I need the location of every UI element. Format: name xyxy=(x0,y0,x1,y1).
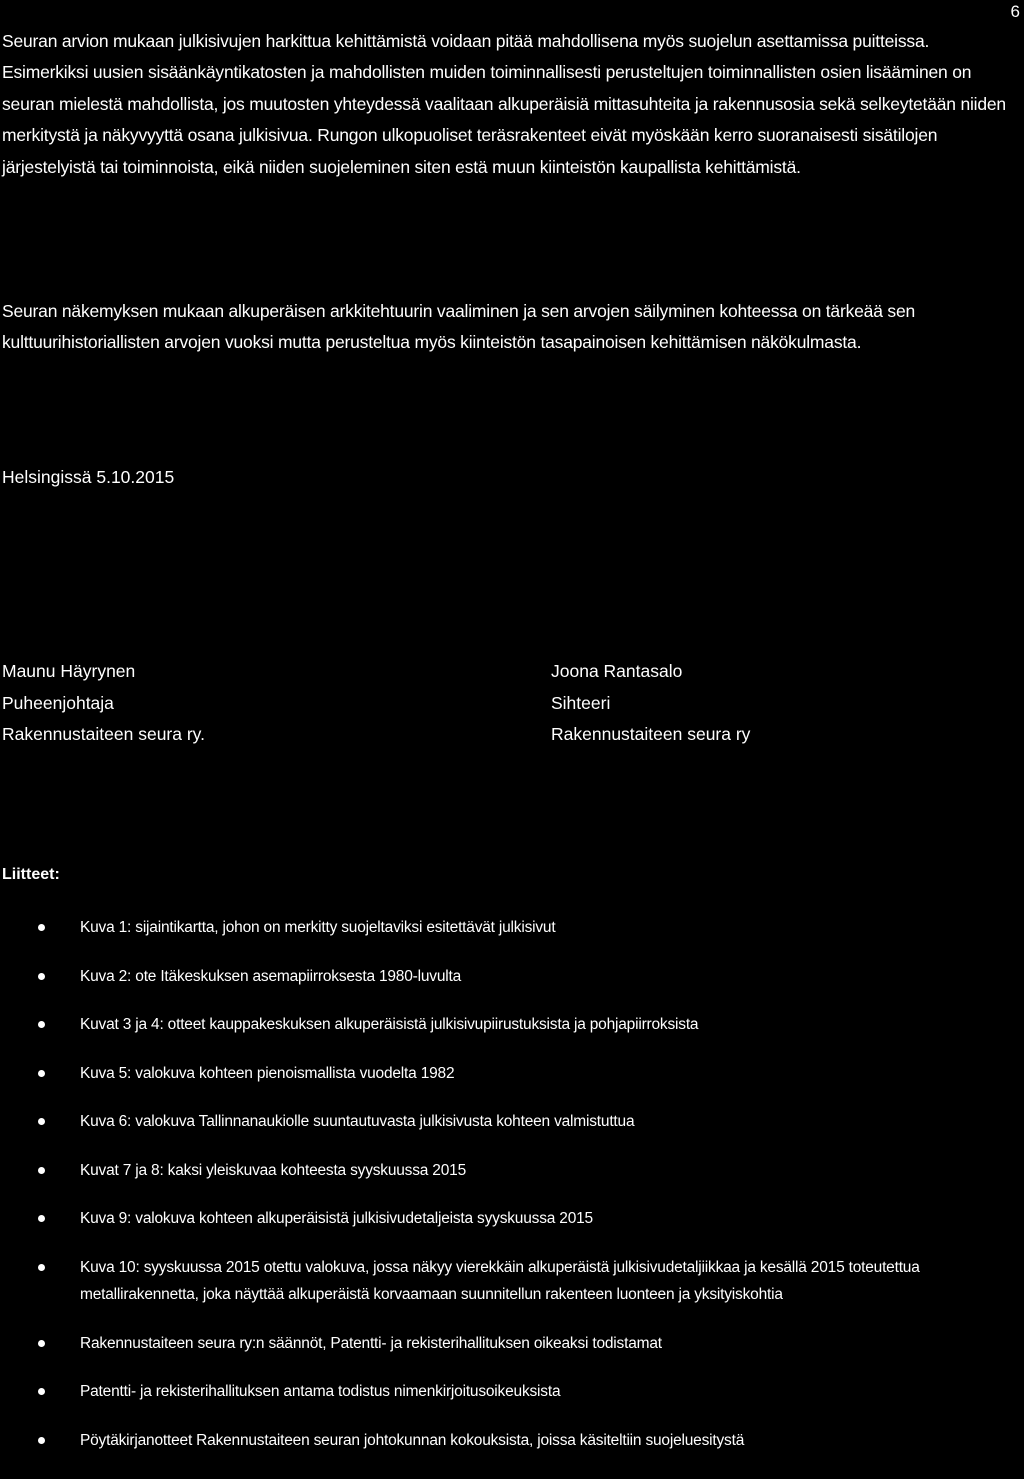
attachment-text: Pöytäkirjanotteet Rakennustaiteen seuran johtokunnan kokouksista, joissa käsiteltiin suojeluesitystä xyxy=(80,1431,745,1449)
list-item xyxy=(0,914,1024,942)
signatory-name: Joona Rantasalo xyxy=(551,661,683,681)
bullet-icon xyxy=(38,973,45,980)
bullet-icon xyxy=(38,1215,45,1222)
list-item xyxy=(0,1205,1024,1233)
bullet-icon xyxy=(38,1118,45,1125)
bullet-icon xyxy=(38,1264,45,1271)
attachments-heading: Liitteet: xyxy=(2,866,60,883)
page-number: 6 xyxy=(1010,2,1020,21)
attachment-text: Kuvat 3 ja 4: otteet kauppakeskuksen alkuperäisistä julkisivupiirustuksista ja pohjapiirroksista xyxy=(80,1016,699,1033)
list-item xyxy=(0,1108,1024,1136)
signatory-title: Puheenjohtaja xyxy=(2,692,114,713)
bullet-icon xyxy=(38,924,45,931)
list-item xyxy=(0,1254,1024,1309)
attachment-text: Kuva 10: syyskuussa 2015 otettu valokuva, jossa näkyy vierekkäin alkuperäistä julkisivudetaljiikkaa ja kesällä 2015 toteutettua metallirakennetta, joka näyttää alkuperäistä korvaamaan suunnitellun rakenteen luonteen ja yksityiskohtia xyxy=(80,1258,920,1303)
signature-block-secretary xyxy=(551,656,750,751)
bullet-icon xyxy=(38,1070,45,1077)
list-item xyxy=(0,1157,1024,1185)
list-item xyxy=(0,1060,1024,1088)
bullet-icon xyxy=(38,1437,45,1444)
attachment-text: Kuva 5: valokuva kohteen pienoismallista vuodelta 1982 xyxy=(80,1064,455,1082)
signatory-name: Maunu Häyrynen xyxy=(2,661,136,681)
body-paragraph-2: Seuran näkemyksen mukaan alkuperäisen arkkitehtuurin vaaliminen ja sen arvojen säilyminen kohteessa on tärkeää sen kulttuurihistoriallisten arvojen vuoksi mutta perusteltua myös kiinteistön tasapainoisen kehittämisen näkökulmasta. xyxy=(2,301,916,353)
attachment-text: Kuva 2: ote Itäkeskuksen asemapiirroksesta 1980-luvulta xyxy=(80,967,462,985)
list-item xyxy=(0,963,1024,991)
signatory-organization: Rakennustaiteen seura ry xyxy=(551,724,751,744)
list-item xyxy=(0,1330,1024,1358)
bullet-icon xyxy=(38,1388,45,1395)
signatory-organization: Rakennustaiteen seura ry. xyxy=(2,724,205,744)
body-paragraph-1: Seuran arvion mukaan julkisivujen harkittua kehittämistä voidaan pitää mahdollisena myös suojelun asettamissa puitteissa. Esimerkiksi uusien sisäänkäyntikatosten ja mahdollisten muiden toiminnallisesti perusteltujen toiminnallisten osien lisääminen on seuran mielestä mahdollista, jos muutosten yhteydessä vaalitaan alkuperäisiä mittasuhteita ja rakennusosia sekä selkeytetään niiden merkitystä ja näkyvyyttä osana julkisivua. Rungon ulkopuoliset teräsrakenteet eivät myöskään kerro suoranaisesti sisätilojen järjestelyistä tai toiminnoista, eikä niiden suojeleminen siten estä muun kiinteistön kaupallista kehittämistä. xyxy=(2,31,1006,177)
place-and-date: Helsingissä 5.10.2015 xyxy=(2,467,175,487)
bullet-icon xyxy=(38,1167,45,1174)
attachment-text: Rakennustaiteen seura ry:n säännöt, Patentti- ja rekisterihallituksen oikeaksi todistamat xyxy=(80,1334,662,1352)
bullet-icon xyxy=(38,1340,45,1347)
signature-block-chair xyxy=(2,656,205,751)
signatory-title: Sihteeri xyxy=(551,692,611,713)
attachment-text: Kuva 6: valokuva Tallinnanaukiolle suuntautuvasta julkisivusta kohteen valmistuttua xyxy=(80,1113,635,1130)
attachment-text: Kuva 1: sijaintikartta, johon on merkitty suojeltaviksi esitettävät julkisivut xyxy=(80,919,556,936)
list-item xyxy=(0,1427,1024,1455)
attachment-text: Patentti- ja rekisterihallituksen antama todistus nimenkirjoitusoikeuksista xyxy=(80,1383,561,1400)
list-item xyxy=(0,1011,1024,1039)
attachments-list xyxy=(0,914,1024,1475)
attachment-text: Kuva 9: valokuva kohteen alkuperäisistä julkisivudetaljeista syyskuussa 2015 xyxy=(80,1210,593,1227)
list-item xyxy=(0,1378,1024,1406)
attachment-text: Kuvat 7 ja 8: kaksi yleiskuvaa kohteesta syyskuussa 2015 xyxy=(80,1161,466,1179)
bullet-icon xyxy=(38,1021,45,1028)
